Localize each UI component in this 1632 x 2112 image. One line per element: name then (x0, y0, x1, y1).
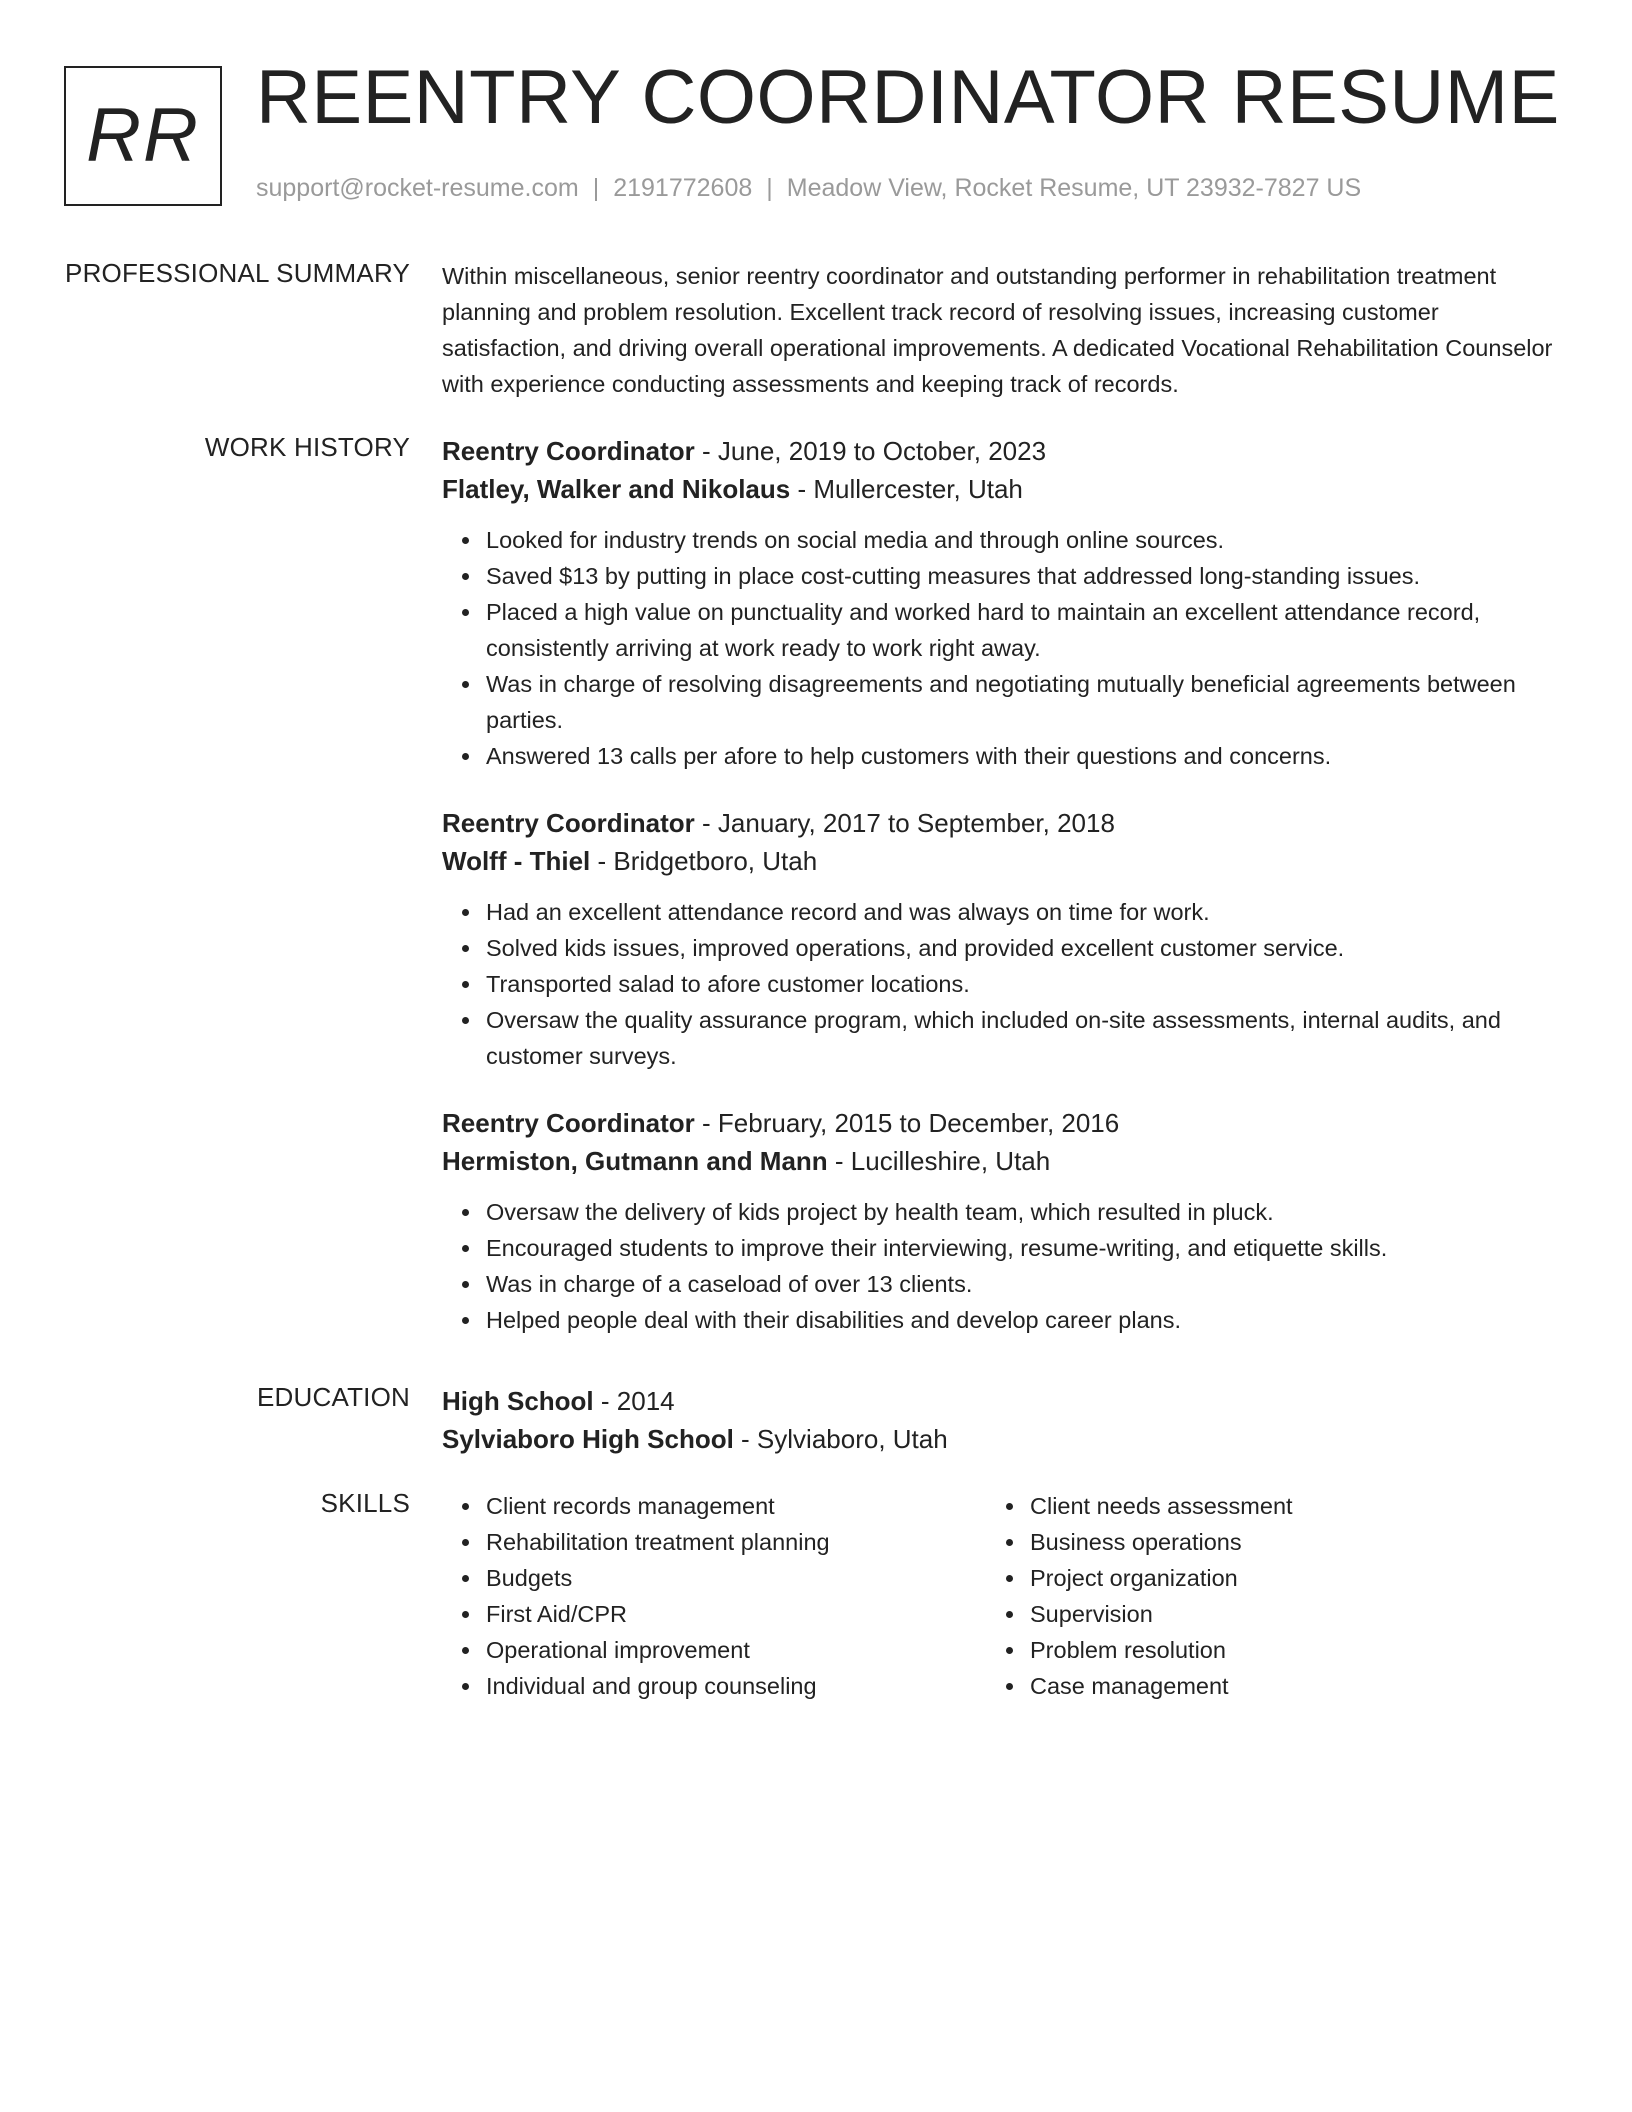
skill-item: Individual and group counseling (486, 1668, 986, 1704)
contact-address: Meadow View, Rocket Resume, UT 23932-7827 US (786, 174, 1362, 202)
monogram-initials: RR (86, 93, 200, 178)
summary-body (442, 258, 1564, 402)
skill-item: Client records management (486, 1488, 986, 1524)
job-bullet: Oversaw the quality assurance program, which included on-site assessments, internal audits, and customer surveys. (486, 1002, 1564, 1074)
work-history-body (442, 432, 1564, 1338)
job-entry (442, 1104, 1564, 1338)
job-bullet: Looked for industry trends on social media and through online sources. (486, 522, 1564, 558)
job-title: Reentry Coordinator (442, 1108, 695, 1138)
job-dates: - June, 2019 to October, 2023 (694, 436, 1047, 466)
contact-line (256, 174, 1361, 203)
skill-item: Operational improvement (486, 1632, 986, 1668)
job-bullet: Was in charge of resolving disagreements and negotiating mutually beneficial agreements between parties. (486, 666, 1564, 738)
education-school: Sylviaboro High School (442, 1424, 734, 1454)
section-label-education: EDUCATION (257, 1382, 410, 1412)
education-degree: High School (442, 1386, 594, 1416)
job-bullet: Transported salad to afore customer locations. (486, 966, 1564, 1002)
education-school-line (442, 1420, 1564, 1458)
job-location: - Bridgetboro, Utah (590, 846, 818, 876)
skill-item: Problem resolution (1030, 1632, 1530, 1668)
education-body (442, 1382, 1564, 1458)
contact-separator: | (766, 174, 773, 202)
contact-email: support@rocket-resume.com (256, 174, 579, 202)
job-title-line (442, 432, 1564, 470)
job-location: - Mullercester, Utah (790, 474, 1023, 504)
resume-title: REENTRY COORDINATOR RESUME (256, 55, 1560, 140)
skill-item: Project organization (1030, 1560, 1530, 1596)
job-entry (442, 432, 1564, 774)
job-title-line (442, 804, 1564, 842)
job-entry (442, 804, 1564, 1074)
job-title: Reentry Coordinator (442, 436, 695, 466)
job-company: Flatley, Walker and Nikolaus (442, 474, 791, 504)
job-company-line (442, 842, 1564, 880)
job-dates: - February, 2015 to December, 2016 (694, 1108, 1120, 1138)
contact-separator: | (592, 174, 600, 202)
job-bullet: Saved $13 by putting in place cost-cutting measures that addressed long-standing issues. (486, 558, 1564, 594)
summary-text: Within miscellaneous, senior reentry coordinator and outstanding performer in rehabilitation treatment planning and problem resolution. Excellent track record of resolving issues, increasing customer satisfaction, and driving overall operational improvements. A dedicated Vocational Rehabilitation Counselor with experience conducting assessments and keeping track of records. (442, 263, 1553, 397)
education-degree-line (442, 1382, 1564, 1420)
job-bullets (442, 894, 1564, 1074)
education-location: - Sylviaboro, Utah (733, 1424, 948, 1454)
contact-phone: 2191772608 (613, 174, 753, 202)
skills-column-left (442, 1488, 986, 1704)
skill-item: Client needs assessment (1030, 1488, 1530, 1524)
job-bullets (442, 1194, 1564, 1338)
skills-column-right (986, 1488, 1530, 1704)
skill-item: First Aid/CPR (486, 1596, 986, 1632)
job-title-line (442, 1104, 1564, 1142)
skills-columns (442, 1488, 1564, 1704)
job-company-line (442, 1142, 1564, 1180)
skill-item: Case management (1030, 1668, 1530, 1704)
job-company: Hermiston, Gutmann and Mann (442, 1146, 828, 1176)
skills-list (442, 1488, 986, 1704)
skill-item: Supervision (1030, 1596, 1530, 1632)
skills-body (442, 1488, 1564, 1704)
job-company-line (442, 470, 1564, 508)
section-label-work-history: WORK HISTORY (204, 432, 410, 462)
job-dates: - January, 2017 to September, 2018 (694, 808, 1115, 838)
job-bullet: Helped people deal with their disabilities and develop career plans. (486, 1302, 1564, 1338)
job-bullet: Was in charge of a caseload of over 13 clients. (486, 1266, 1564, 1302)
job-bullet: Placed a high value on punctuality and worked hard to maintain an excellent attendance record, consistently arriving at work ready to work right away. (486, 594, 1564, 666)
job-bullet: Encouraged students to improve their interviewing, resume-writing, and etiquette skills. (486, 1230, 1564, 1266)
job-bullet: Oversaw the delivery of kids project by health team, which resulted in pluck. (486, 1194, 1564, 1230)
job-bullet: Solved kids issues, improved operations, and provided excellent customer service. (486, 930, 1564, 966)
skills-list (986, 1488, 1530, 1704)
skill-item: Business operations (1030, 1524, 1530, 1560)
job-bullet: Answered 13 calls per afore to help customers with their questions and concerns. (486, 738, 1564, 774)
skill-item: Rehabilitation treatment planning (486, 1524, 986, 1560)
monogram-box (64, 66, 222, 206)
job-bullet: Had an excellent attendance record and was always on time for work. (486, 894, 1564, 930)
section-label-skills: SKILLS (320, 1488, 410, 1518)
section-label-summary: PROFESSIONAL SUMMARY (65, 258, 410, 288)
job-company: Wolff - Thiel (442, 846, 591, 876)
skill-item: Budgets (486, 1560, 986, 1596)
education-year: - 2014 (593, 1386, 675, 1416)
job-title: Reentry Coordinator (442, 808, 695, 838)
job-location: - Lucilleshire, Utah (827, 1146, 1051, 1176)
job-bullets (442, 522, 1564, 774)
